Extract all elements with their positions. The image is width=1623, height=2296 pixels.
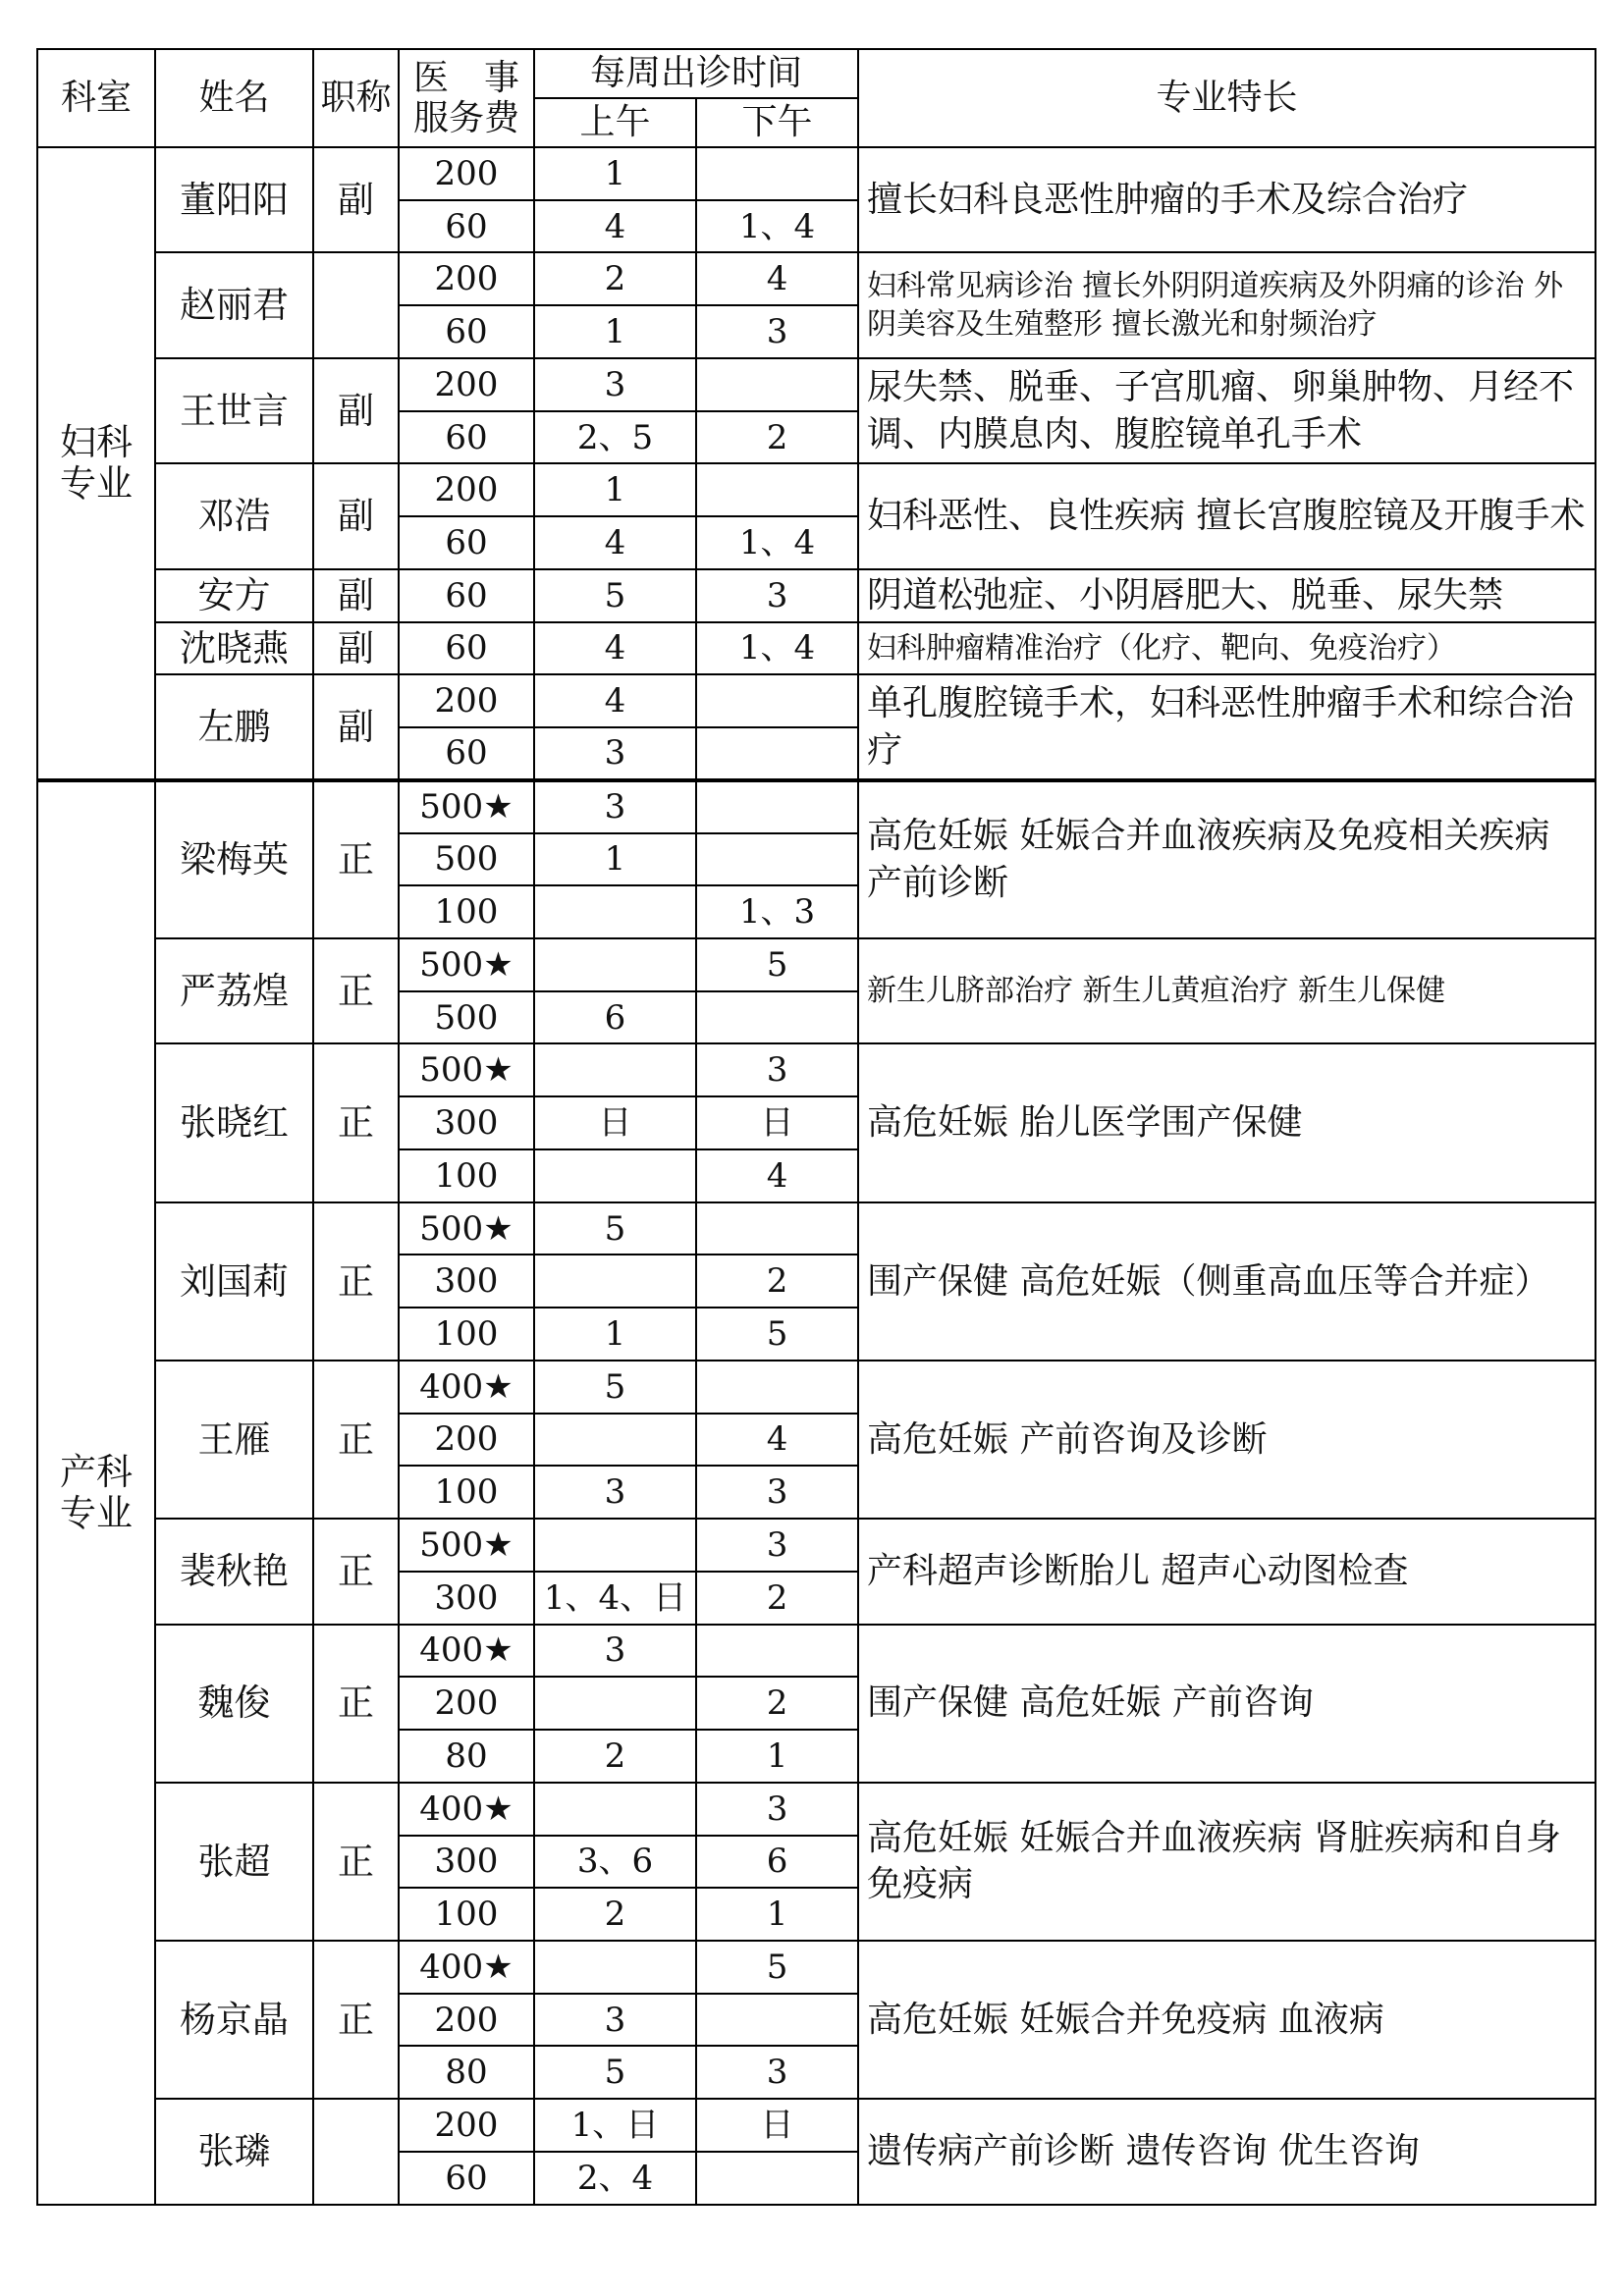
am-cell <box>534 1677 696 1730</box>
am-cell: 4 <box>534 622 696 675</box>
pm-cell: 2 <box>696 1255 858 1308</box>
pm-cell: 1 <box>696 1888 858 1941</box>
am-cell: 2 <box>534 1730 696 1783</box>
fee-cell: 200 <box>399 1414 534 1467</box>
pm-cell: 6 <box>696 1836 858 1889</box>
fee-cell: 400★ <box>399 1361 534 1414</box>
table-row <box>37 1202 1596 1255</box>
pm-cell: 4 <box>696 1149 858 1202</box>
pm-cell: 日 <box>696 1096 858 1149</box>
am-cell: 3、6 <box>534 1836 696 1889</box>
table-row <box>37 622 1596 675</box>
fee-cell: 80 <box>399 2046 534 2099</box>
am-cell: 2、4 <box>534 2152 696 2205</box>
pm-cell: 2 <box>696 1572 858 1625</box>
fee-cell: 400★ <box>399 1625 534 1678</box>
doctor-name: 邓浩 <box>155 463 313 568</box>
doctor-name: 王世言 <box>155 358 313 463</box>
doctor-name: 左鹏 <box>155 674 313 779</box>
table-row <box>37 674 1596 727</box>
pm-cell: 4 <box>696 1414 858 1467</box>
header-fee-line1: 医 事 <box>412 57 519 98</box>
pm-cell <box>696 727 858 780</box>
fee-cell: 200 <box>399 147 534 200</box>
doctor-name: 裴秋艳 <box>155 1519 313 1624</box>
am-cell: 3 <box>534 358 696 411</box>
fee-cell: 100 <box>399 885 534 938</box>
pm-cell <box>696 1994 858 2047</box>
fee-cell: 80 <box>399 1730 534 1783</box>
dept-cell <box>37 147 155 780</box>
pm-cell: 3 <box>696 569 858 622</box>
fee-cell: 200 <box>399 252 534 305</box>
table-row <box>37 1941 1596 1994</box>
am-cell: 1 <box>534 305 696 358</box>
pm-cell: 日 <box>696 2099 858 2152</box>
am-cell <box>534 1414 696 1467</box>
specialty-cell: 高危妊娠 妊娠合并血液疾病 肾脏疾病和自身免疫病 <box>858 1783 1596 1941</box>
doctor-title: 正 <box>313 1519 399 1624</box>
doctor-name: 赵丽君 <box>155 252 313 357</box>
doctor-name: 安方 <box>155 569 313 622</box>
pm-cell: 4 <box>696 252 858 305</box>
header-am: 上午 <box>534 98 696 147</box>
fee-cell: 60 <box>399 727 534 780</box>
fee-cell: 60 <box>399 200 534 253</box>
table-row <box>37 1361 1596 1414</box>
fee-cell: 200 <box>399 358 534 411</box>
specialty-cell: 阴道松弛症、小阴唇肥大、脱垂、尿失禁 <box>858 569 1596 622</box>
doctor-name: 沈晓燕 <box>155 622 313 675</box>
pm-cell: 3 <box>696 305 858 358</box>
am-cell: 3 <box>534 780 696 833</box>
pm-cell <box>696 1361 858 1414</box>
am-cell: 3 <box>534 1625 696 1678</box>
table-row <box>37 1625 1596 1678</box>
fee-cell: 500 <box>399 833 534 886</box>
pm-cell: 3 <box>696 1043 858 1096</box>
doctor-title <box>313 2099 399 2205</box>
doctor-name: 张超 <box>155 1783 313 1941</box>
fee-cell: 100 <box>399 1466 534 1519</box>
am-cell: 3 <box>534 1466 696 1519</box>
specialty-cell: 高危妊娠 胎儿医学围产保健 <box>858 1043 1596 1201</box>
fee-cell: 500★ <box>399 1519 534 1572</box>
header-title: 职称 <box>313 49 399 147</box>
pm-cell: 3 <box>696 2046 858 2099</box>
pm-cell: 1、3 <box>696 885 858 938</box>
fee-cell: 400★ <box>399 1783 534 1836</box>
am-cell: 4 <box>534 516 696 569</box>
dept-name-line: 专业 <box>60 1491 133 1534</box>
fee-cell: 60 <box>399 516 534 569</box>
pm-cell <box>696 2152 858 2205</box>
table-row <box>37 569 1596 622</box>
pm-cell: 5 <box>696 1308 858 1361</box>
fee-cell: 60 <box>399 622 534 675</box>
specialty-cell: 高危妊娠 妊娠合并血液疾病及免疫相关疾病 产前诊断 <box>858 780 1596 938</box>
fee-cell: 400★ <box>399 1941 534 1994</box>
pm-cell: 3 <box>696 1783 858 1836</box>
doctor-name: 刘国莉 <box>155 1202 313 1361</box>
fee-cell: 200 <box>399 2099 534 2152</box>
specialty-cell: 妇科恶性、良性疾病 擅长宫腹腔镜及开腹手术 <box>858 463 1596 568</box>
pm-cell <box>696 1625 858 1678</box>
am-cell: 4 <box>534 200 696 253</box>
am-cell: 5 <box>534 2046 696 2099</box>
pm-cell: 2 <box>696 411 858 464</box>
table-row <box>37 780 1596 833</box>
doctor-title: 副 <box>313 674 399 779</box>
am-cell: 2、5 <box>534 411 696 464</box>
fee-cell: 300 <box>399 1572 534 1625</box>
am-cell: 1 <box>534 463 696 516</box>
header-name: 姓名 <box>155 49 313 147</box>
doctor-title: 正 <box>313 1625 399 1783</box>
am-cell: 4 <box>534 674 696 727</box>
am-cell: 1 <box>534 833 696 886</box>
specialty-cell: 产科超声诊断胎儿 超声心动图检查 <box>858 1519 1596 1624</box>
table-row <box>37 358 1596 411</box>
doctor-name: 杨京晶 <box>155 1941 313 2099</box>
fee-cell: 100 <box>399 1149 534 1202</box>
am-cell: 5 <box>534 1202 696 1255</box>
doctor-title <box>313 252 399 357</box>
specialty-cell: 围产保健 高危妊娠（侧重高血压等合并症） <box>858 1202 1596 1361</box>
am-cell: 1、4、日 <box>534 1572 696 1625</box>
fee-cell: 500★ <box>399 938 534 991</box>
am-cell: 3 <box>534 1994 696 2047</box>
dept-name-line: 妇科 <box>60 421 133 464</box>
specialty-cell: 单孔腹腔镜手术，妇科恶性肿瘤手术和综合治疗 <box>858 674 1596 779</box>
fee-cell: 200 <box>399 1677 534 1730</box>
am-cell <box>534 885 696 938</box>
am-cell: 1、日 <box>534 2099 696 2152</box>
dept-cell <box>37 780 155 2205</box>
specialty-cell: 擅长妇科良恶性肿瘤的手术及综合治疗 <box>858 147 1596 252</box>
pm-cell: 5 <box>696 1941 858 1994</box>
table-row <box>37 2099 1596 2152</box>
pm-cell: 1 <box>696 1730 858 1783</box>
table-row <box>37 252 1596 305</box>
specialty-cell: 妇科肿瘤精准治疗（化疗、靶向、免疫治疗） <box>858 622 1596 675</box>
specialty-cell: 新生儿脐部治疗 新生儿黄疸治疗 新生儿保健 <box>858 938 1596 1043</box>
am-cell: 6 <box>534 991 696 1044</box>
fee-cell: 200 <box>399 1994 534 2047</box>
doctor-name: 王雁 <box>155 1361 313 1519</box>
fee-cell: 200 <box>399 463 534 516</box>
pm-cell <box>696 833 858 886</box>
table-row <box>37 147 1596 200</box>
pm-cell: 3 <box>696 1519 858 1572</box>
table-row <box>37 938 1596 991</box>
doctor-name: 董阳阳 <box>155 147 313 252</box>
am-cell <box>534 1149 696 1202</box>
dept-name-line: 专业 <box>60 461 133 505</box>
pm-cell: 1、4 <box>696 200 858 253</box>
pm-cell: 1、4 <box>696 516 858 569</box>
pm-cell <box>696 991 858 1044</box>
fee-cell: 100 <box>399 1308 534 1361</box>
header-fee <box>399 49 534 147</box>
clinic-schedule-table <box>36 48 1596 2206</box>
pm-cell <box>696 780 858 833</box>
am-cell: 5 <box>534 569 696 622</box>
am-cell <box>534 1043 696 1096</box>
fee-cell: 500 <box>399 991 534 1044</box>
fee-cell: 100 <box>399 1888 534 1941</box>
pm-cell: 3 <box>696 1466 858 1519</box>
pm-cell <box>696 1202 858 1255</box>
doctor-title: 副 <box>313 569 399 622</box>
specialty-cell: 遗传病产前诊断 遗传咨询 优生咨询 <box>858 2099 1596 2205</box>
specialty-cell: 围产保健 高危妊娠 产前咨询 <box>858 1625 1596 1783</box>
table-row <box>37 1043 1596 1096</box>
doctor-title: 正 <box>313 780 399 938</box>
am-cell: 日 <box>534 1096 696 1149</box>
table-row <box>37 1783 1596 1836</box>
pm-cell <box>696 358 858 411</box>
doctor-name: 张璘 <box>155 2099 313 2205</box>
header-schedule: 每周出诊时间 <box>534 49 858 98</box>
am-cell: 5 <box>534 1361 696 1414</box>
fee-cell: 60 <box>399 411 534 464</box>
fee-cell: 60 <box>399 305 534 358</box>
fee-cell: 300 <box>399 1255 534 1308</box>
am-cell: 2 <box>534 1888 696 1941</box>
fee-cell: 60 <box>399 569 534 622</box>
header-specialty: 专业特长 <box>858 49 1596 147</box>
pm-cell: 5 <box>696 938 858 991</box>
table-row <box>37 463 1596 516</box>
table-row <box>37 1519 1596 1572</box>
pm-cell <box>696 674 858 727</box>
am-cell: 2 <box>534 252 696 305</box>
am-cell: 1 <box>534 147 696 200</box>
fee-cell: 500★ <box>399 780 534 833</box>
doctor-name: 魏俊 <box>155 1625 313 1783</box>
doctor-title: 副 <box>313 358 399 463</box>
fee-cell: 500★ <box>399 1202 534 1255</box>
am-cell <box>534 1941 696 1994</box>
am-cell: 3 <box>534 727 696 780</box>
doctor-title: 正 <box>313 938 399 1043</box>
fee-cell: 60 <box>399 2152 534 2205</box>
am-cell <box>534 938 696 991</box>
pm-cell: 1、4 <box>696 622 858 675</box>
pm-cell <box>696 463 858 516</box>
doctor-name: 梁梅英 <box>155 780 313 938</box>
pm-cell <box>696 147 858 200</box>
fee-cell: 300 <box>399 1096 534 1149</box>
doctor-title: 副 <box>313 147 399 252</box>
am-cell: 1 <box>534 1308 696 1361</box>
doctor-title: 副 <box>313 463 399 568</box>
specialty-cell: 高危妊娠 妊娠合并免疫病 血液病 <box>858 1941 1596 2099</box>
dept-name-line: 产科 <box>60 1451 133 1494</box>
specialty-cell: 高危妊娠 产前咨询及诊断 <box>858 1361 1596 1519</box>
doctor-title: 正 <box>313 1043 399 1201</box>
doctor-name: 张晓红 <box>155 1043 313 1201</box>
doctor-title: 副 <box>313 622 399 675</box>
fee-cell: 200 <box>399 674 534 727</box>
fee-cell: 300 <box>399 1836 534 1889</box>
doctor-title: 正 <box>313 1202 399 1361</box>
specialty-cell: 尿失禁、脱垂、子宫肌瘤、卵巢肿物、月经不调、内膜息肉、腹腔镜单孔手术 <box>858 358 1596 463</box>
pm-cell: 2 <box>696 1677 858 1730</box>
doctor-title: 正 <box>313 1783 399 1941</box>
header-pm: 下午 <box>696 98 858 147</box>
specialty-cell: 妇科常见病诊治 擅长外阴阴道疾病及外阴痛的诊治 外阴美容及生殖整形 擅长激光和射频治疗 <box>858 252 1596 357</box>
doctor-title: 正 <box>313 1361 399 1519</box>
am-cell <box>534 1519 696 1572</box>
am-cell <box>534 1783 696 1836</box>
doctor-title: 正 <box>313 1941 399 2099</box>
fee-cell: 500★ <box>399 1043 534 1096</box>
header-dept: 科室 <box>37 49 155 147</box>
header-fee-line2: 服务费 <box>412 98 519 138</box>
doctor-name: 严荔煌 <box>155 938 313 1043</box>
am-cell <box>534 1255 696 1308</box>
